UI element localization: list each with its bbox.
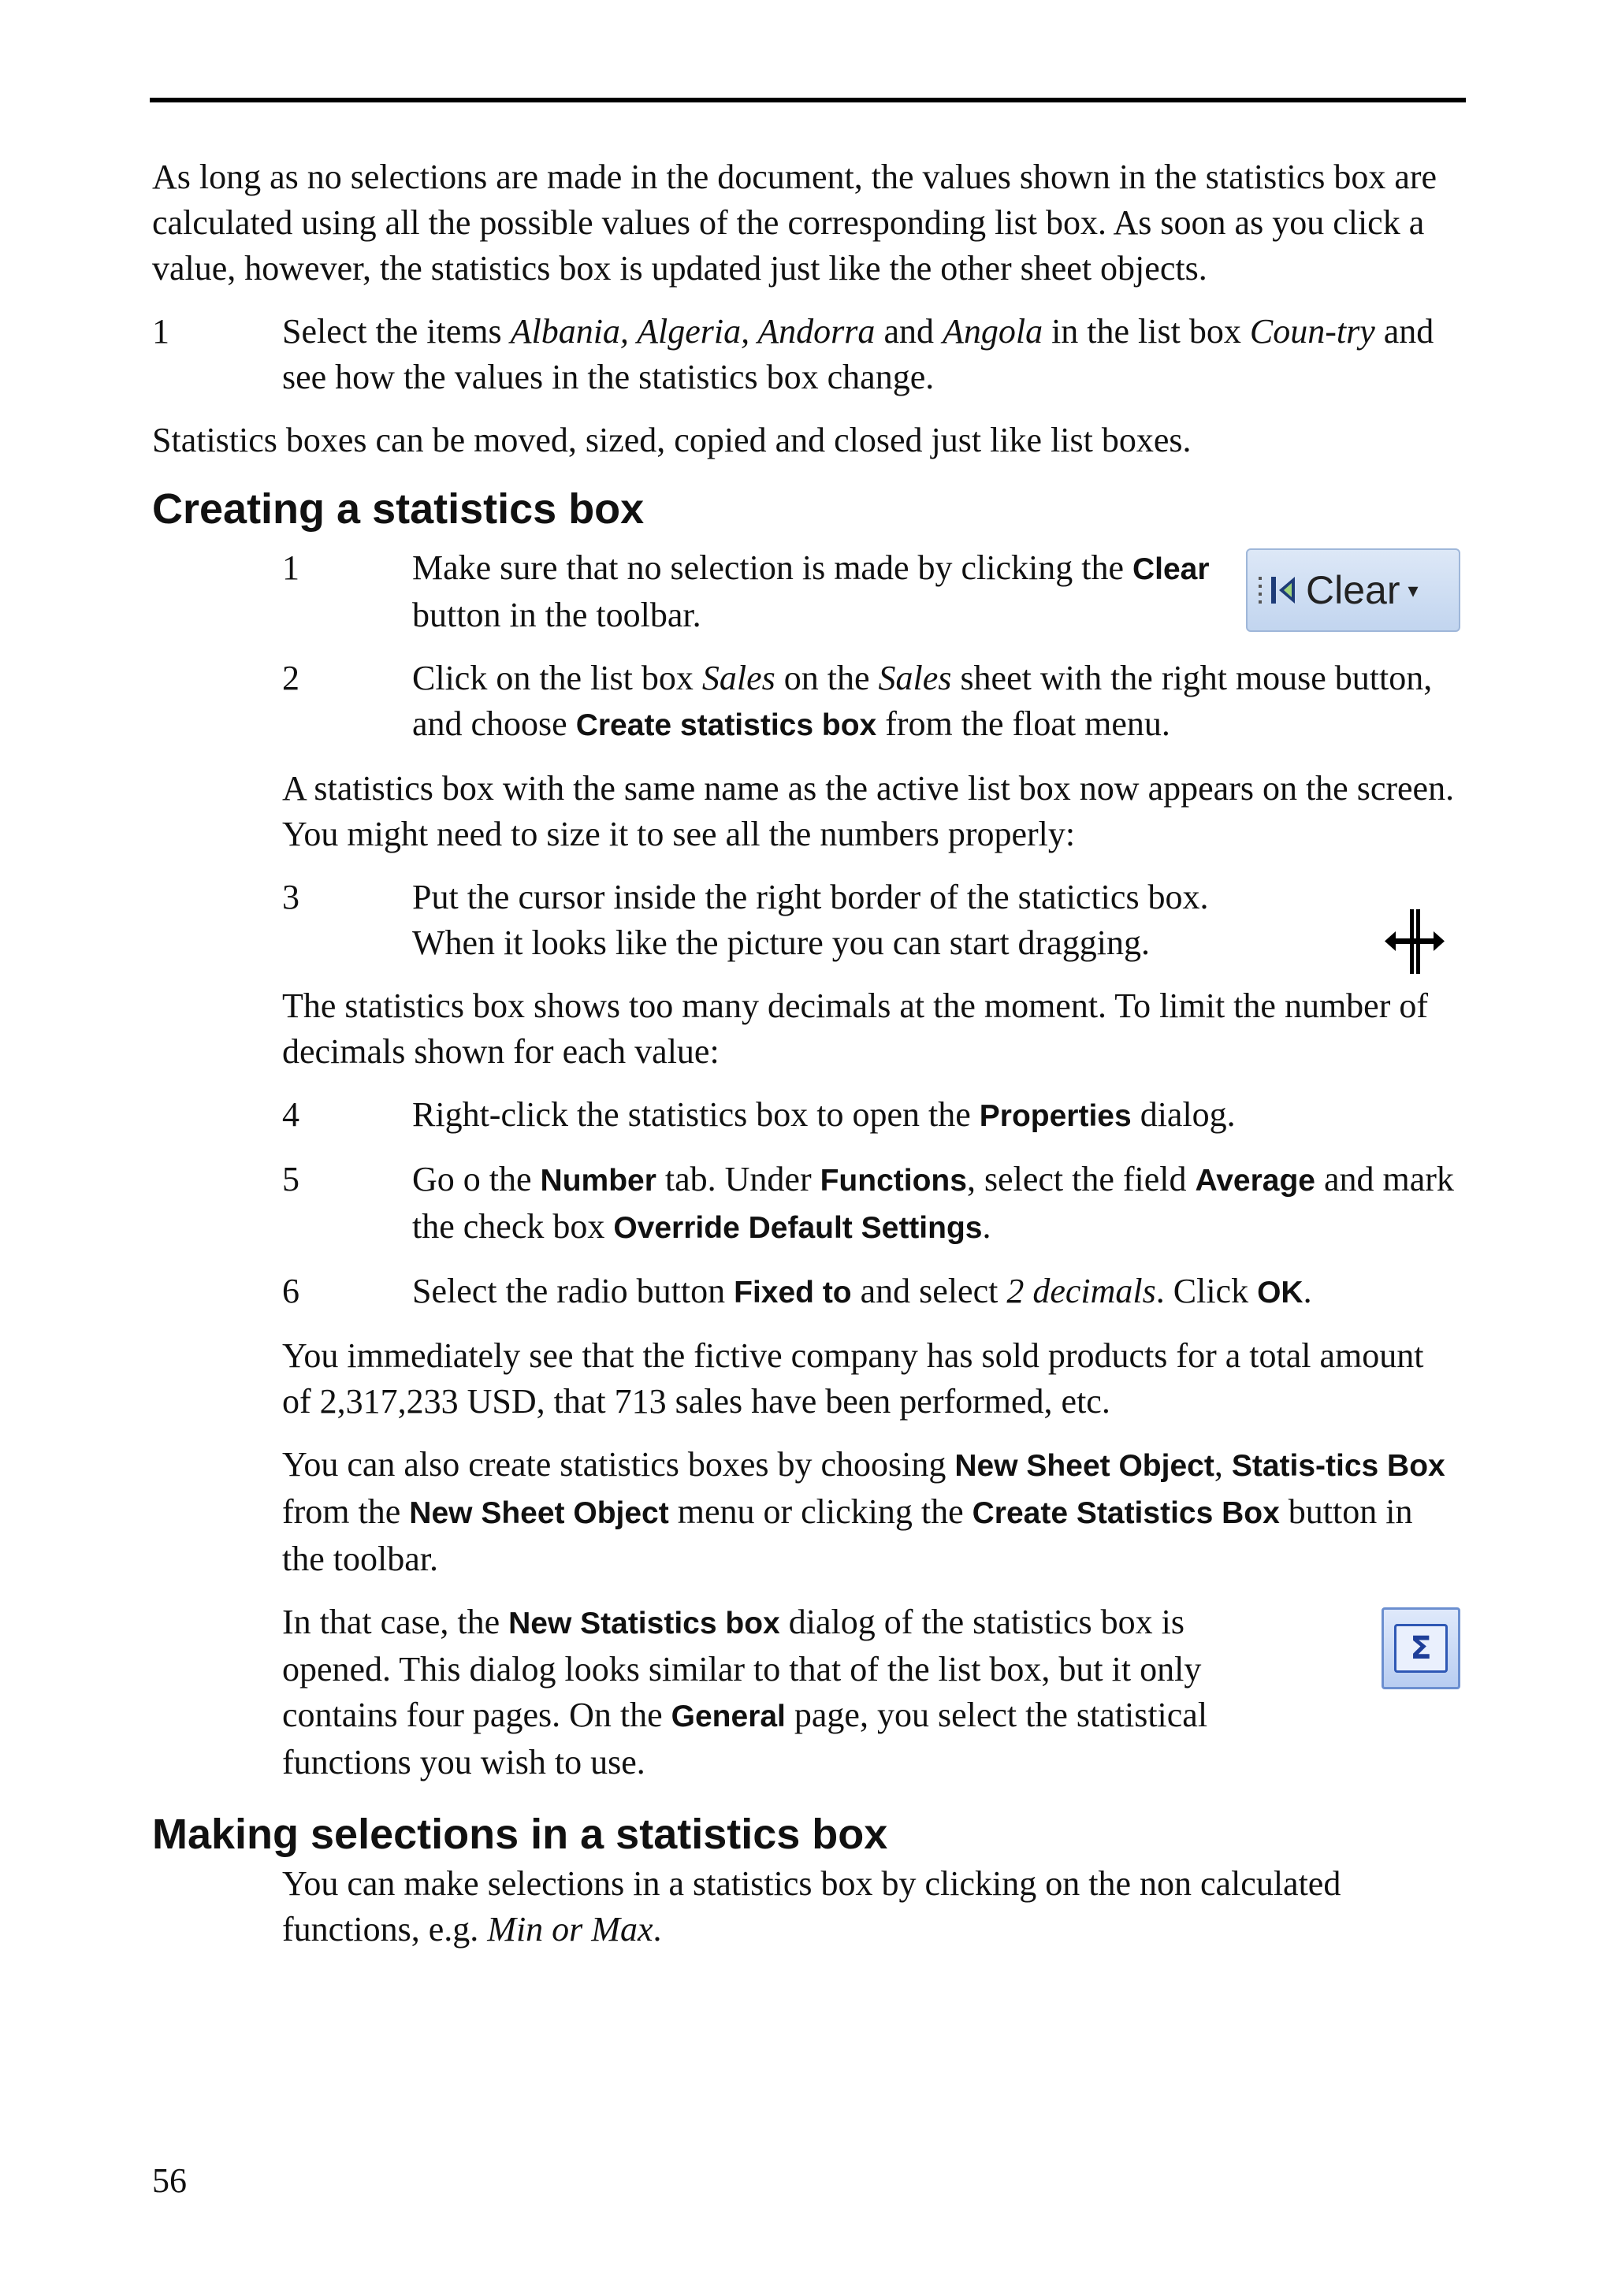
text-run: and select (851, 1272, 1007, 1310)
step-text: Put the cursor inside the right border of the statictics box. When it looks like the picture you can start dragging. (412, 878, 1209, 962)
italic-run: Min or Max (487, 1910, 653, 1949)
resize-cursor-icon (1383, 906, 1446, 977)
too-many-decimals-paragraph: The statistics box shows too many decimals at the moment. To limit the number of decimals shown for each value: (282, 986, 1428, 1071)
bold-run: OK (1257, 1276, 1303, 1310)
text-run: and mark the check box (412, 1160, 1454, 1246)
step-text (412, 1092, 1460, 1139)
intro-paragraph: As long as no selections are made in the document, the values shown in the statistics box are calculated using all the possible values of the corresponding list box. As soon as you click a value, however, the statistics box is updated just like the other sheet objects. (152, 158, 1437, 288)
step-number: 3 (282, 878, 299, 916)
text-run: button in the toolbar. (412, 596, 701, 634)
bold-run: Statis-tics Box (1231, 1449, 1445, 1483)
step-text (412, 1157, 1460, 1251)
making-selections-paragraph (282, 1861, 1460, 1952)
header-rule (150, 98, 1466, 102)
step-6-fixed-to (282, 1269, 1460, 1316)
text-run: from the (282, 1492, 410, 1531)
section-heading-making-selections: Making selections in a statistics box (152, 1811, 888, 1858)
text-run: Click on the list box (412, 659, 702, 697)
text-run: button in the toolbar. (282, 1492, 1413, 1578)
text-run: Right-click the statistics box to open the (412, 1095, 980, 1134)
fictive-company-paragraph: You immediately see that the fictive company has sold products for a total amount of 2,317,233 USD, that 713 sales have been performed, etc. (282, 1336, 1424, 1421)
italic-run: Sales (878, 659, 952, 697)
step-text (412, 545, 1216, 638)
step-3-resize (282, 875, 1460, 966)
text-run: , (1214, 1445, 1232, 1484)
text-run: in the list box (1043, 312, 1250, 351)
text-run: . (1303, 1272, 1312, 1310)
text-run: tab. Under (656, 1160, 820, 1198)
italic-run: Sales (701, 659, 775, 697)
italic-run: Angola (942, 312, 1043, 351)
clear-button-label: Clear (1306, 568, 1400, 612)
bold-run: Override Default Settings (613, 1211, 983, 1245)
text-run: dialog. (1131, 1095, 1236, 1134)
step-1-select-items (152, 309, 1460, 400)
toolbar-grip-icon (1259, 577, 1262, 604)
step-2-create-statistics-box (282, 656, 1460, 749)
step-number: 1 (282, 548, 299, 587)
text-run: You can make selections in a statistics box by clicking on the non calculated functions, e.g. (282, 1864, 1341, 1949)
section-heading-creating: Creating a statistics box (152, 485, 645, 533)
step-number: 5 (282, 1160, 299, 1198)
text-run: page, you select the statistical functions you wish to use. (282, 1696, 1208, 1781)
text-run: Make sure that no selection is made by clicking the (412, 548, 1132, 587)
bold-run: Create Statistics Box (972, 1496, 1280, 1530)
text-run: Select the radio button (412, 1272, 734, 1310)
step-text (412, 656, 1460, 749)
text-run: dialog of the statistics box is opened. This dialog looks similar to that of the list box, but it only contains four pages. On the (282, 1603, 1202, 1734)
new-statistics-box-paragraph (282, 1599, 1244, 1785)
text-run: Go o the (412, 1160, 541, 1198)
bold-run: Fixed to (734, 1276, 852, 1310)
text-run: . Click (1155, 1272, 1258, 1310)
step-4-properties (282, 1092, 1460, 1139)
text-run: In that case, the (282, 1603, 509, 1641)
bold-run: Average (1195, 1164, 1315, 1198)
resize-step-row (152, 875, 1460, 966)
italic-run: Coun-try (1249, 312, 1375, 351)
bold-run: Clear (1132, 552, 1210, 586)
step-number: 1 (152, 312, 169, 351)
text-run: . (653, 1910, 662, 1949)
page-number: 56 (152, 2161, 187, 2200)
step-text (412, 1269, 1460, 1316)
text-run: and see how the values in the statistics box change. (282, 312, 1434, 396)
text-run: menu or clicking the (668, 1492, 972, 1531)
bold-run: Create statistics box (575, 708, 877, 742)
new-sheet-object-paragraph (282, 1442, 1460, 1582)
italic-run: 2 decimals (1006, 1272, 1156, 1310)
bold-run: New Sheet Object (954, 1449, 1214, 1483)
text-run: , select the field (966, 1160, 1196, 1198)
page-content (152, 154, 1460, 1952)
clear-step-row (152, 545, 1460, 638)
step-text (282, 309, 1460, 400)
text-run: from the float menu. (876, 704, 1170, 743)
bold-run: New Statistics box (508, 1607, 780, 1640)
bold-run: Properties (979, 1099, 1132, 1133)
text-run: sheet with the right mouse button, and choose (412, 659, 1433, 743)
bold-run: Number (540, 1164, 656, 1198)
text-run: and (875, 312, 943, 351)
create-statistics-box-button[interactable] (1382, 1607, 1460, 1689)
statistics-box-icon: Σ (1394, 1624, 1448, 1673)
bold-run: Functions (820, 1164, 967, 1198)
text-run: on the (775, 659, 879, 697)
clear-icon (1268, 570, 1300, 610)
step-number: 4 (282, 1095, 299, 1134)
new-statistics-box-row (152, 1599, 1460, 1785)
chevron-down-icon: ▾ (1408, 578, 1419, 602)
bold-run: New Sheet Object (409, 1496, 669, 1530)
italic-run: Albania, Algeria, Andorra (510, 312, 876, 351)
statistics-box-appears-paragraph: A statistics box with the same name as the active list box now appears on the screen. You might need to size it to see all the numbers properly: (282, 769, 1455, 853)
text-run: . (982, 1207, 991, 1246)
text-run: Select the items (282, 312, 511, 351)
bold-run: General (671, 1700, 786, 1733)
move-size-paragraph: Statistics boxes can be moved, sized, copied and closed just like list boxes. (152, 421, 1192, 459)
text-run: You can also create statistics boxes by choosing (282, 1445, 955, 1484)
step-number: 6 (282, 1272, 299, 1310)
clear-toolbar-button[interactable] (1246, 548, 1460, 632)
step-5-number-tab (282, 1157, 1460, 1251)
step-number: 2 (282, 659, 299, 697)
